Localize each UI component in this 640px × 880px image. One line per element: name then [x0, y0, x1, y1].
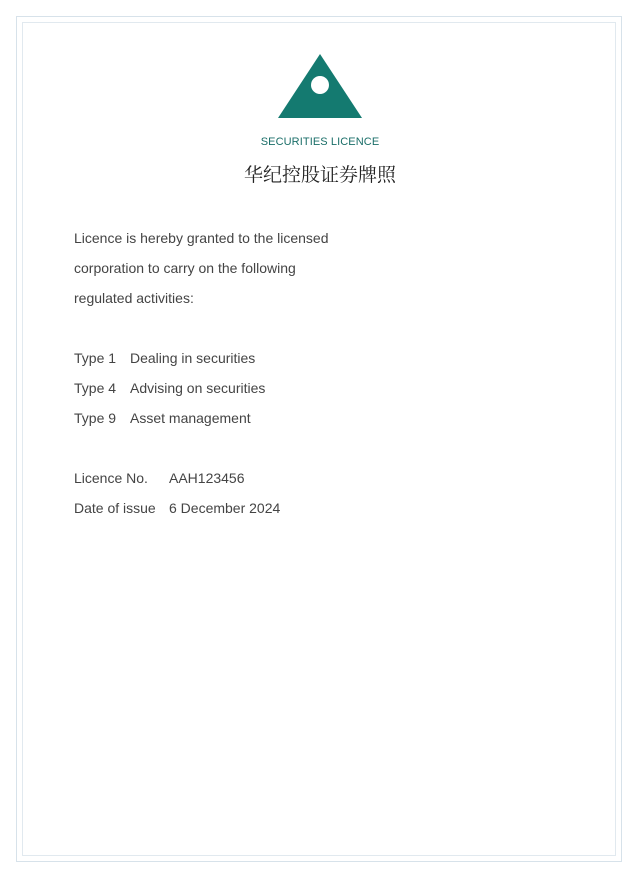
- activity-description: Advising on securities: [130, 380, 266, 396]
- activity-description: Asset management: [130, 410, 251, 426]
- issue-date-label: Date of issue: [74, 500, 156, 516]
- grant-line: corporation to carry on the following: [74, 260, 296, 276]
- grant-statement: [74, 223, 354, 313]
- activity-description: Dealing in securities: [130, 350, 256, 366]
- grant-line: Licence is hereby granted to the licensed: [74, 230, 329, 246]
- emblem-circle: [311, 76, 329, 94]
- licence-title: 华纪控股证券牌照: [243, 164, 396, 186]
- grant-line: regulated activities:: [74, 290, 194, 306]
- activity-row: [74, 343, 265, 373]
- activity-type: Type 9: [74, 410, 117, 426]
- licence-number-value: AAH123456: [169, 470, 245, 486]
- activity-row: [74, 373, 265, 403]
- triangle-emblem-icon: [276, 52, 364, 120]
- issue-date-value: 6 December 2024: [169, 500, 281, 516]
- activity-type: Type 1: [74, 350, 117, 366]
- licence-subtitle: SECURITIES LICENCE: [260, 136, 380, 148]
- licence-number-row: [74, 463, 280, 493]
- activity-type: Type 4: [74, 380, 117, 396]
- activity-row: [74, 403, 265, 433]
- licence-details: [74, 463, 280, 523]
- regulated-activities-list: [74, 343, 265, 433]
- licence-number-label: Licence No.: [74, 470, 148, 486]
- issue-date-row: [74, 493, 280, 523]
